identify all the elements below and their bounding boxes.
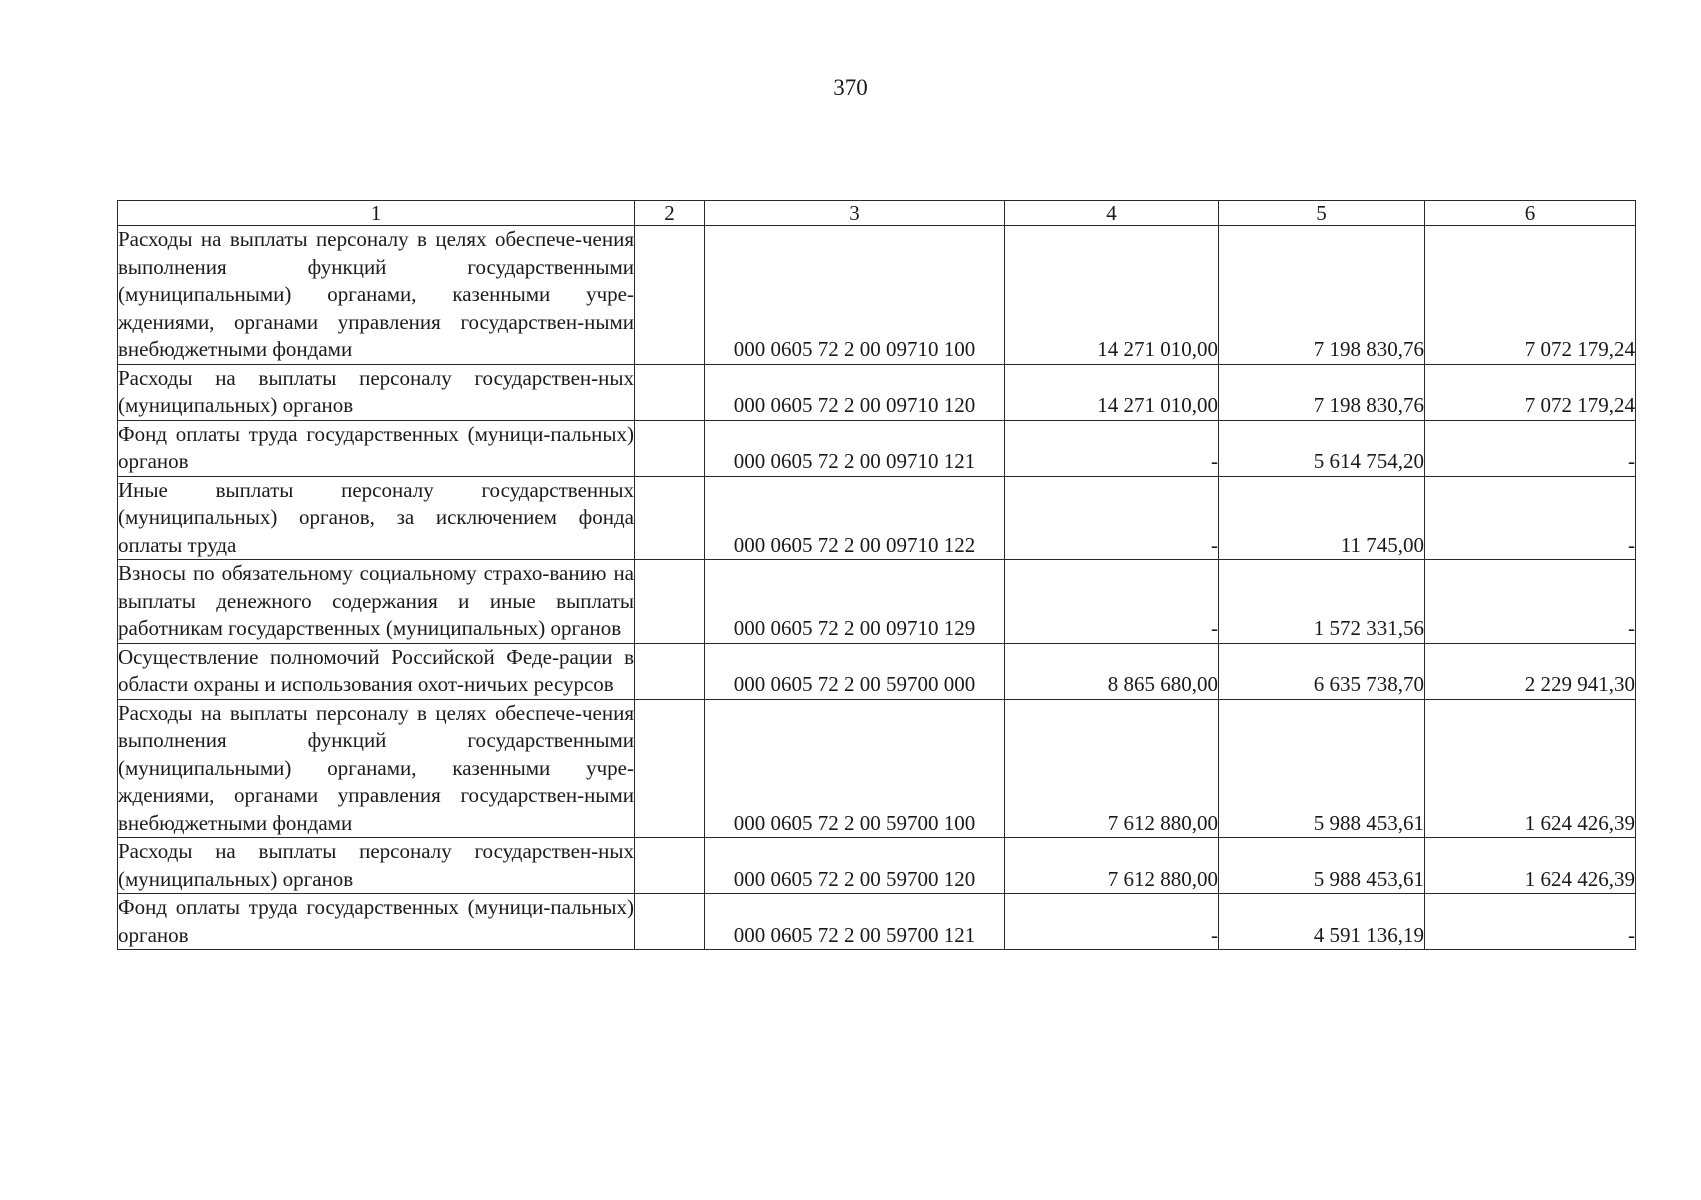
row-code: 000 0605 72 2 00 59700 000 (705, 643, 1005, 699)
row-col6: 1 624 426,39 (1425, 699, 1636, 838)
header-row (118, 201, 1636, 226)
row-col2 (635, 420, 705, 476)
row-code: 000 0605 72 2 00 09710 122 (705, 476, 1005, 560)
row-col6: 1 624 426,39 (1425, 838, 1636, 894)
row-col4: 7 612 880,00 (1005, 699, 1219, 838)
row-col4: 14 271 010,00 (1005, 364, 1219, 420)
row-col4: - (1005, 894, 1219, 950)
row-name: Расходы на выплаты персоналу государствен-ных (муниципальных) органов (118, 838, 635, 894)
table-row (118, 420, 1636, 476)
table-row (118, 894, 1636, 950)
row-col4: - (1005, 560, 1219, 644)
row-col5: 1 572 331,56 (1219, 560, 1425, 644)
row-col4: 14 271 010,00 (1005, 226, 1219, 365)
row-name: Осуществление полномочий Российской Феде-рации в области охраны и использования охот-ничьих ресурсов (118, 643, 635, 699)
row-code: 000 0605 72 2 00 09710 129 (705, 560, 1005, 644)
budget-table (117, 200, 1636, 950)
table-row (118, 476, 1636, 560)
row-col2 (635, 699, 705, 838)
row-name: Фонд оплаты труда государственных (муници-пальных) органов (118, 894, 635, 950)
row-col4: - (1005, 420, 1219, 476)
header-col-6: 6 (1425, 201, 1636, 226)
row-col5: 7 198 830,76 (1219, 226, 1425, 365)
row-col2 (635, 838, 705, 894)
row-col2 (635, 476, 705, 560)
row-col4: 7 612 880,00 (1005, 838, 1219, 894)
row-col2 (635, 364, 705, 420)
row-code: 000 0605 72 2 00 09710 100 (705, 226, 1005, 365)
row-col5: 6 635 738,70 (1219, 643, 1425, 699)
table-row (118, 364, 1636, 420)
row-name: Иные выплаты персоналу государственных (муниципальных) органов, за исключением фонда оплаты труда (118, 476, 635, 560)
header-col-5: 5 (1219, 201, 1425, 226)
row-col6: 2 229 941,30 (1425, 643, 1636, 699)
row-col2 (635, 560, 705, 644)
row-col6: - (1425, 560, 1636, 644)
row-name: Фонд оплаты труда государственных (муници-пальных) органов (118, 420, 635, 476)
row-col2 (635, 226, 705, 365)
row-col6: - (1425, 894, 1636, 950)
row-code: 000 0605 72 2 00 59700 120 (705, 838, 1005, 894)
row-code: 000 0605 72 2 00 59700 121 (705, 894, 1005, 950)
table-row (118, 643, 1636, 699)
row-col5: 7 198 830,76 (1219, 364, 1425, 420)
page-number: 370 (833, 75, 868, 100)
row-col6: 7 072 179,24 (1425, 364, 1636, 420)
row-col5: 11 745,00 (1219, 476, 1425, 560)
row-col2 (635, 894, 705, 950)
table-row (118, 699, 1636, 838)
row-col6: 7 072 179,24 (1425, 226, 1636, 365)
header-col-3: 3 (705, 201, 1005, 226)
table-row (118, 838, 1636, 894)
row-col5: 5 988 453,61 (1219, 699, 1425, 838)
table-row (118, 560, 1636, 644)
row-col5: 4 591 136,19 (1219, 894, 1425, 950)
row-col5: 5 614 754,20 (1219, 420, 1425, 476)
header-col-1: 1 (118, 201, 635, 226)
row-col6: - (1425, 476, 1636, 560)
row-col4: - (1005, 476, 1219, 560)
row-name: Расходы на выплаты персоналу в целях обеспече-чения выполнения функций государственными (муниципальными) органами, казенными учре-ждениями, органами управления государствен-ными внебюджетными фондами (118, 226, 635, 365)
row-code: 000 0605 72 2 00 59700 100 (705, 699, 1005, 838)
row-name: Расходы на выплаты персоналу в целях обеспече-чения выполнения функций государственными (муниципальными) органами, казенными учре-ждениями, органами управления государствен-ными внебюджетными фондами (118, 699, 635, 838)
row-col2 (635, 643, 705, 699)
row-col5: 5 988 453,61 (1219, 838, 1425, 894)
row-code: 000 0605 72 2 00 09710 120 (705, 364, 1005, 420)
header-col-2: 2 (635, 201, 705, 226)
header-col-4: 4 (1005, 201, 1219, 226)
row-code: 000 0605 72 2 00 09710 121 (705, 420, 1005, 476)
table-row (118, 226, 1636, 365)
row-name: Взносы по обязательному социальному страхо-ванию на выплаты денежного содержания и иные выплаты работникам государственных (муниципальных) органов (118, 560, 635, 644)
row-name: Расходы на выплаты персоналу государствен-ных (муниципальных) органов (118, 364, 635, 420)
row-col4: 8 865 680,00 (1005, 643, 1219, 699)
row-col6: - (1425, 420, 1636, 476)
